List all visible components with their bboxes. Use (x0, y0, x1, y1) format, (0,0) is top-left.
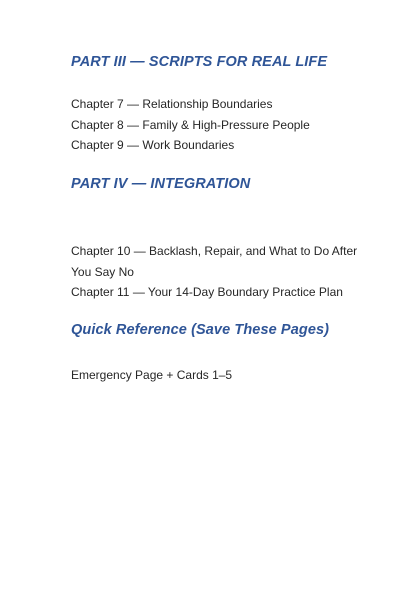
part-iii-heading: PART III — SCRIPTS FOR REAL LIFE (71, 54, 328, 70)
quick-reference-list (71, 365, 371, 386)
part-iv-heading: PART IV — INTEGRATION (71, 176, 251, 192)
part-iii-chapter-list (71, 94, 371, 156)
toc-entry-chapter-11: Chapter 11 — Your 14-Day Boundary Practice Plan (71, 285, 343, 299)
part-iv-chapter-list (71, 241, 371, 303)
toc-entry-chapter-10: Chapter 10 — Backlash, Repair, and What to Do After You Say No (71, 244, 358, 279)
toc-entry-emergency-page: Emergency Page + Cards 1–5 (71, 368, 233, 382)
toc-entry-chapter-9: Chapter 9 — Work Boundaries (71, 138, 235, 152)
quick-reference-heading: Quick Reference (Save These Pages) (71, 322, 330, 338)
toc-entry-chapter-8: Chapter 8 — Family & High-Pressure People (71, 117, 310, 132)
toc-entry-chapter-7: Chapter 7 — Relationship Boundaries (71, 97, 273, 111)
